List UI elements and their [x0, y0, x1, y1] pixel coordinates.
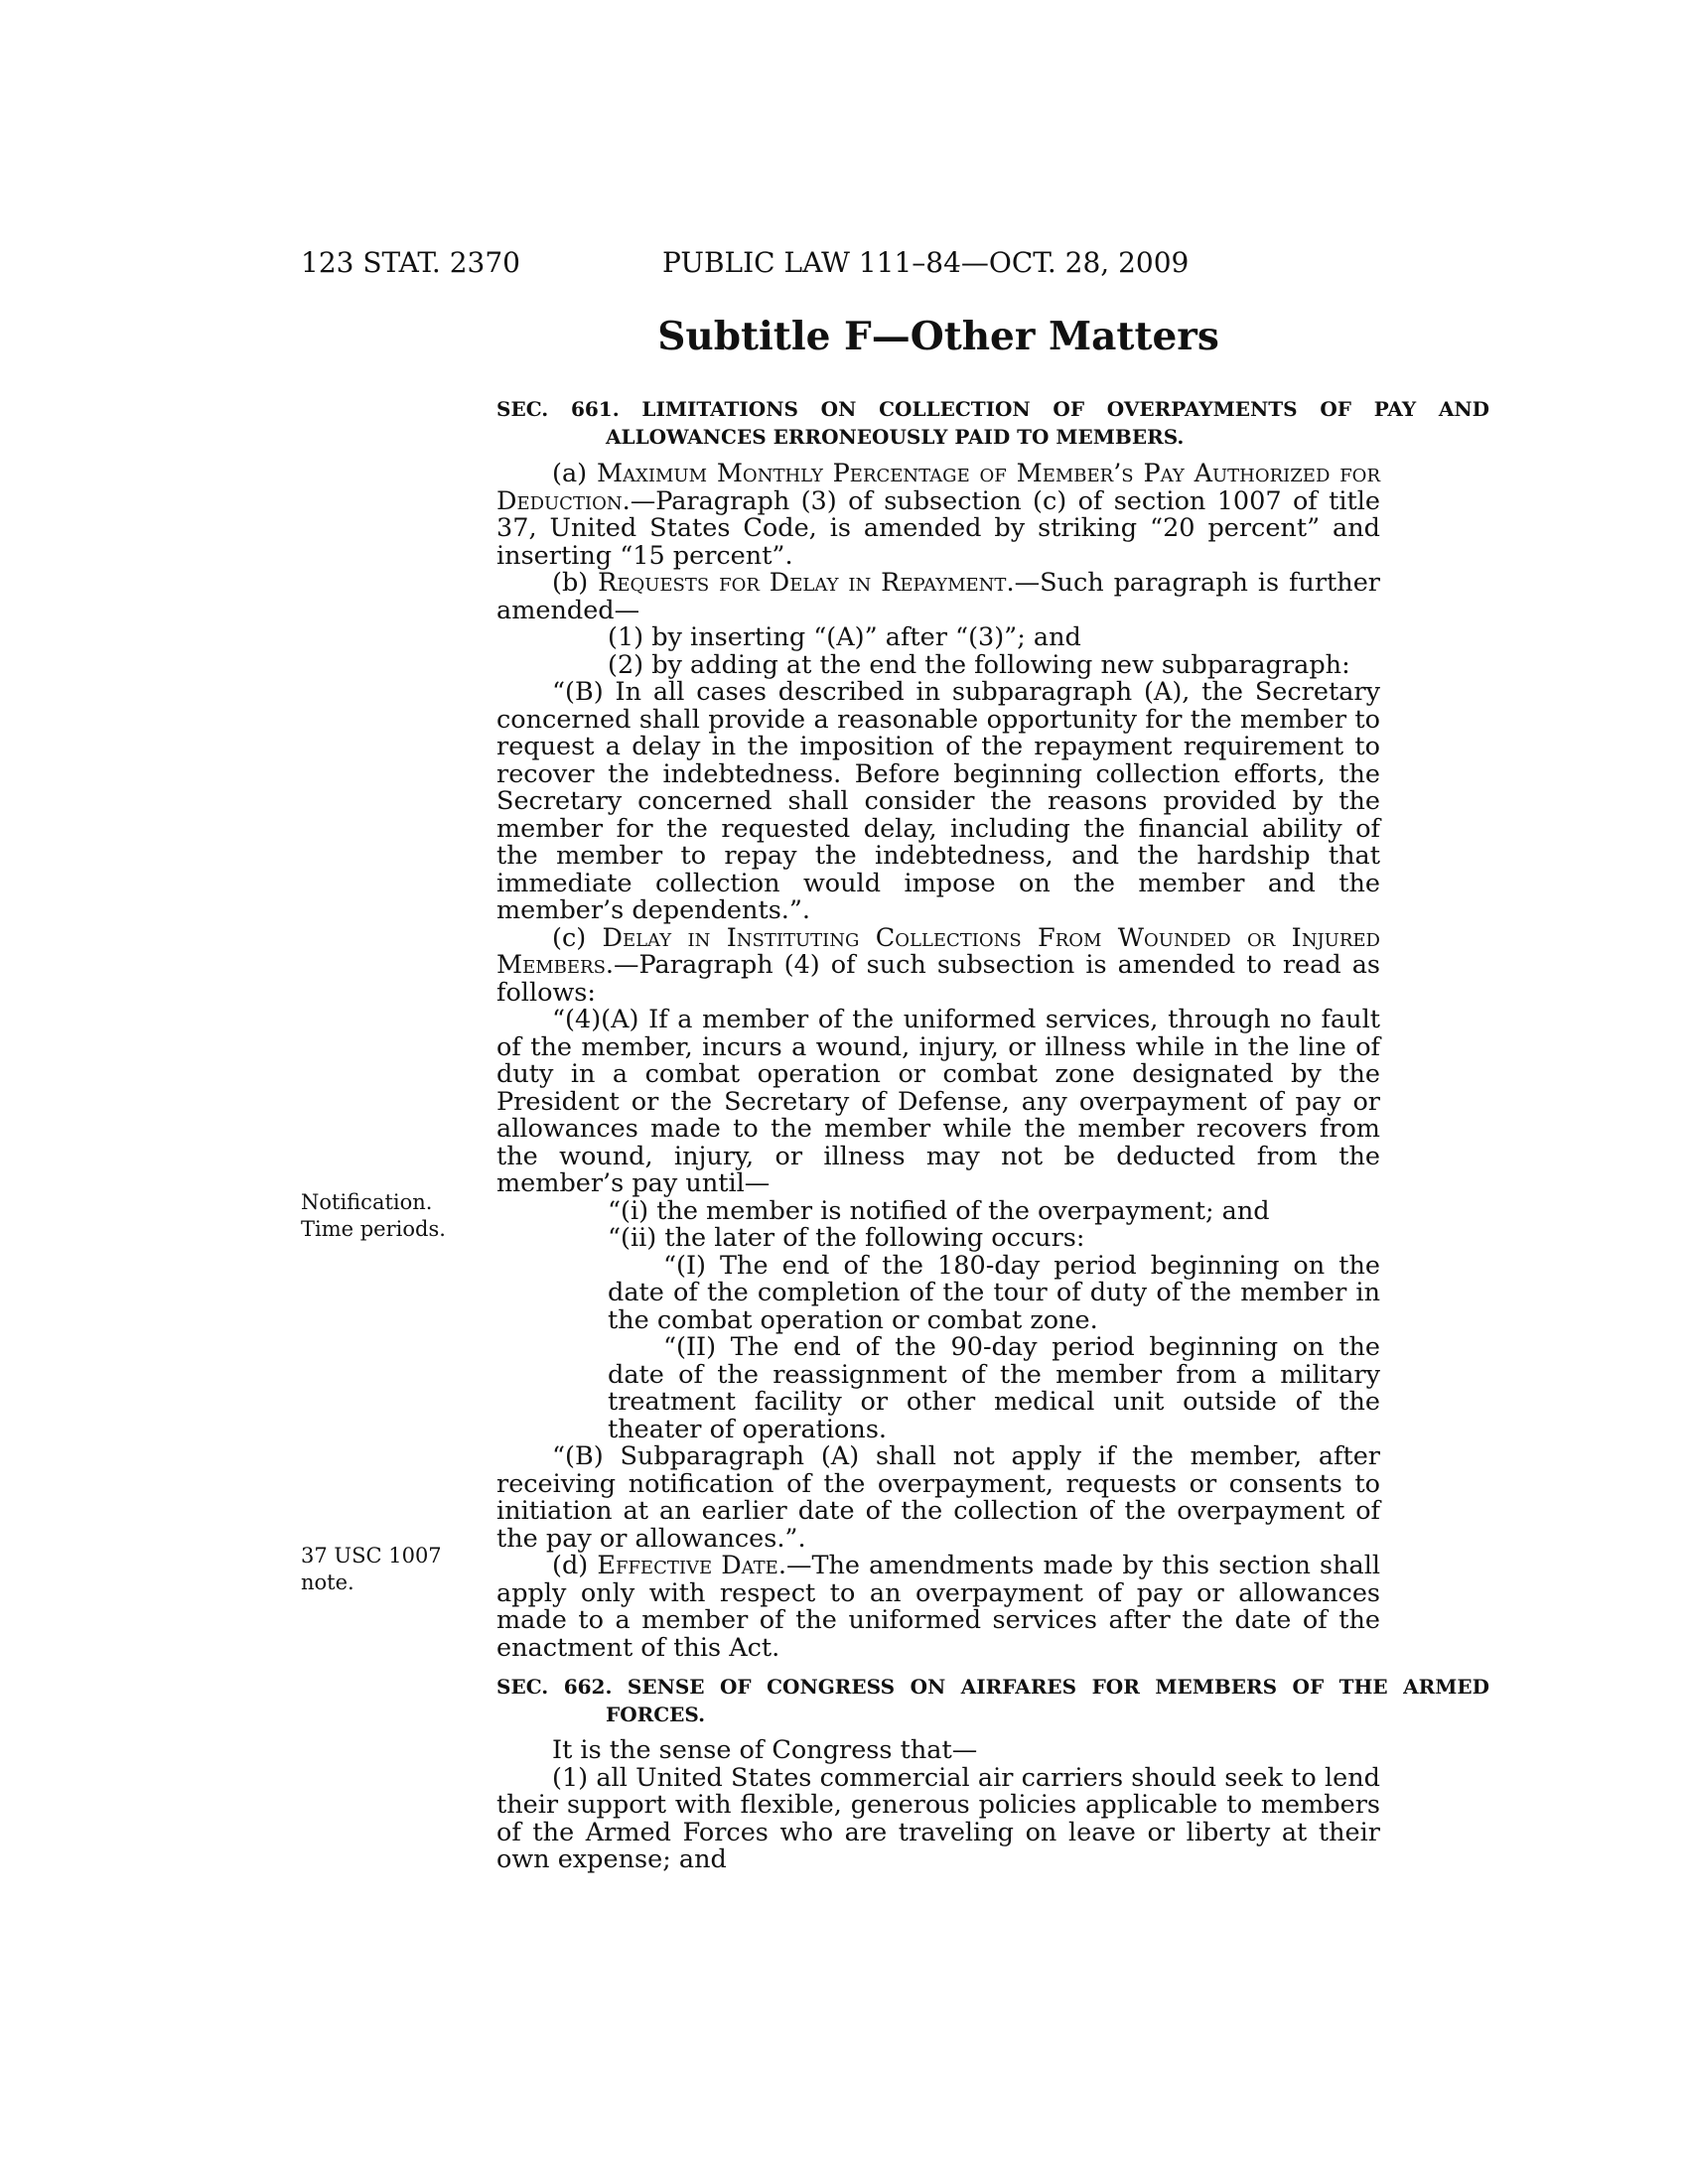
subsection-d-label: (d)	[552, 1551, 598, 1580]
margin-note-usc	[301, 1543, 480, 1596]
margin-note-usc-line2: note.	[301, 1570, 354, 1594]
margin-note-time-periods: Time periods.	[301, 1217, 446, 1241]
subsection-c-label: (c)	[552, 922, 603, 953]
subsection-c-text: —Paragraph (4) of such subsection is amended to read as follows:	[496, 950, 1380, 1008]
subsection-b-item-2: (2) by adding at the end the following new subparagraph:	[608, 649, 1350, 680]
clause-ii: “(ii) the later of the following occurs:	[608, 1223, 1085, 1253]
subsection-b-label: (b)	[552, 568, 599, 598]
subsection-d-caption: Effective Date.	[597, 1551, 786, 1580]
margin-note-notification: Notification.	[301, 1190, 433, 1214]
section-662-body	[496, 1737, 1380, 1874]
margin-note-usc-line1: 37 USC 1007	[301, 1544, 442, 1568]
subsection-c-paragraph-4b: “(B) Subparagraph (A) shall not apply if the member, after receiving notification of the overpayment, requests or consents to initiation at an earlier date of the collection of the overpayment of the pay or allowances.”.	[496, 1441, 1380, 1554]
subsection-a-label: (a)	[552, 459, 597, 488]
subsection-d	[496, 1553, 1380, 1662]
subsection-d-text: —The amendments made by this section shall apply only with respect to an overpayment of pay or allowances made to a member of the uniformed services after the date of the enactment of this Act.	[496, 1551, 1380, 1663]
subsection-a-text: —Paragraph (3) of subsection (c) of section 1007 of title 37, United States Code, is amended by striking “20 percent” and inserting “15 percent”.	[496, 485, 1380, 571]
subclause-II: “(II) The end of the 90-day period beginning on the date of the reassignment of the member from a military treatment facility or other medical unit outside of the theater of operations.	[608, 1332, 1380, 1444]
subtitle-heading: Subtitle F—Other Matters	[657, 314, 1219, 359]
subsection-b	[496, 570, 1380, 624]
subsection-c-caption: Delay in Instituting Collections From Wounded or Injured Members.	[496, 922, 1380, 980]
subsection-b-caption: Requests for Delay in Repayment.	[598, 568, 1015, 598]
subsection-c-paragraph-4a: “(4)(A) If a member of the uniformed services, through no fault of the member, incurs a wound, injury, or illness while in the line of duty in a combat operation or combat zone designated by the President or the Secretary of Defense, any overpayment of pay or allowances made to the member while the member recovers from the wound, injury, or illness may not be deducted from the member’s pay until—	[496, 1005, 1380, 1198]
law-reference: PUBLIC LAW 111–84—OCT. 28, 2009	[662, 246, 1190, 279]
subsection-a-caption: Maximum Monthly Percentage of Member’s Pay Authorized for Deduction.	[496, 459, 1380, 516]
subsection-b-quote: “(B) In all cases described in subparagraph (A), the Secretary concerned shall provide a reasonable opportunity for the member to request a delay in the imposition of the repayment requirement to recover the indebtedness. Before beginning collection efforts, the Secretary concerned shall consider the reasons provided by the member for the requested delay, including the financial ability of the member to repay the indebtedness, and the hardship that immediate collection would impose on the member and the member’s dependents.”.	[496, 677, 1380, 925]
page-number: 123 STAT. 2370	[301, 246, 520, 279]
section-662-heading: SEC. 662. SENSE OF CONGRESS ON AIRFARES FOR MEMBERS OF THE ARMED FORCES.	[496, 1675, 1489, 1726]
section-662-intro: It is the sense of Congress that—	[552, 1735, 978, 1765]
subsection-a	[496, 461, 1380, 570]
subsection-b-item-1: (1) by inserting “(A)” after “(3)”; and	[608, 622, 1081, 652]
section-661-heading: SEC. 661. LIMITATIONS ON COLLECTION OF OVERPAYMENTS OF PAY AND ALLOWANCES ERRONEOUSLY PAID TO MEMBERS.	[496, 397, 1489, 449]
section-662-item-1: (1) all United States commercial air carriers should seek to lend their support with flexible, generous policies applicable to members of the Armed Forces who are traveling on leave or liberty at their own expense; and	[496, 1762, 1380, 1874]
subsection-c	[496, 922, 1380, 1008]
subclause-I: “(I) The end of the 180-day period beginning on the date of the completion of the tour of duty of the member in the combat operation or combat zone.	[608, 1250, 1380, 1335]
section-661-body	[496, 461, 1380, 1662]
subsection-b-text: —Such paragraph is further amended—	[496, 568, 1380, 625]
clause-i: “(i) the member is notified of the overpayment; and	[608, 1195, 1270, 1226]
